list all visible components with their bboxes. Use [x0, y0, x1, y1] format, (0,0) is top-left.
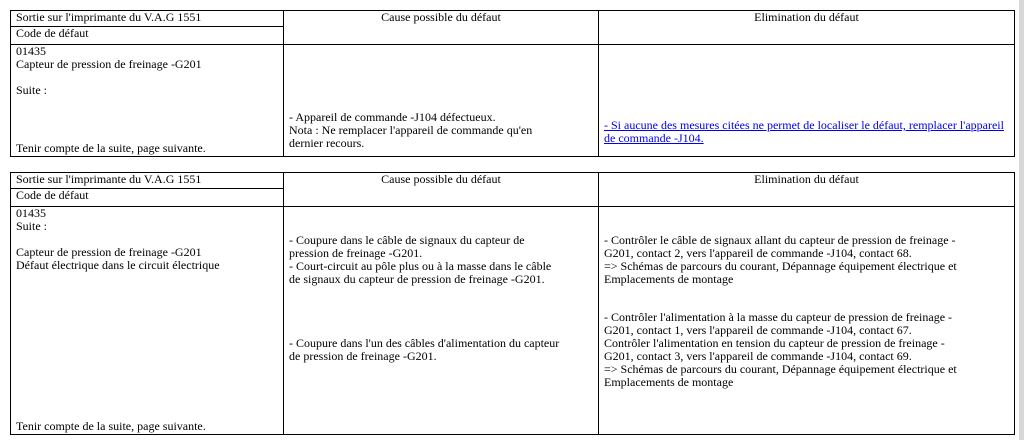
- remedy-cell: [599, 45, 1015, 157]
- continued-label: Suite :: [16, 83, 48, 97]
- continued-note: Tenir compte de la suite, page suivante.: [16, 419, 206, 433]
- fault-component: Capteur de pression de freinage -G201: [16, 245, 202, 259]
- cause-line: pression de freinage -G201.: [289, 246, 423, 260]
- table-header-row: [11, 11, 1015, 27]
- fault-code-cell: [11, 45, 284, 157]
- remedy-line: Emplacements de montage: [604, 272, 734, 286]
- continued-note: Tenir compte de la suite, page suivante.: [16, 141, 206, 155]
- remedy-line: G201, contact 1, vers l'appareil de commande -J104, contact 67.: [604, 323, 912, 337]
- table-header-row: [11, 173, 1015, 189]
- header-fault-code: Code de défaut: [11, 27, 284, 45]
- fault-code-cell: [11, 207, 284, 435]
- spacer-line: [16, 71, 278, 84]
- remedy-line: G201, contact 2, vers l'appareil de commande -J104, contact 68.: [604, 246, 912, 260]
- remedy-line: - Contrôler l'alimentation à la masse du capteur de pression de freinage -: [604, 310, 953, 324]
- remedy-cell: [599, 207, 1015, 435]
- header-printer-output: Sortie sur l'imprimante du V.A.G 1551: [11, 11, 284, 27]
- header-possible-cause: Cause possible du défaut: [284, 173, 599, 207]
- fault-table-1: [10, 10, 1015, 157]
- cause-note-line: dernier recours.: [289, 136, 365, 150]
- remedy-line: Contrôler l'alimentation en tension du capteur de pression de freinage -: [604, 336, 945, 350]
- remedy-line: G201, contact 3, vers l'appareil de commande -J104, contact 69.: [604, 349, 912, 363]
- cause-line: de pression de freinage -G201.: [289, 349, 437, 363]
- header-fault-elimination: Elimination du défaut: [599, 11, 1015, 45]
- fault-code: 01435: [16, 206, 46, 220]
- table-row: [11, 207, 1015, 435]
- cause-cell: [284, 207, 599, 435]
- remedy-link[interactable]: - Si aucune des mesures citées ne permet de localiser le défaut, remplacer l'appareil de commande -J104.: [604, 118, 1004, 145]
- table-row: [11, 45, 1015, 157]
- fault-code: 01435: [16, 44, 46, 58]
- remedy-line: Emplacements de montage: [604, 375, 734, 389]
- cause-line: - Coupure dans l'un des câbles d'alimentation du capteur: [289, 336, 560, 350]
- cause-note-line: Nota : Ne remplacer l'appareil de commande qu'en: [289, 123, 533, 137]
- remedy-line: => Schémas de parcours du courant, Dépannage équipement électrique et: [604, 259, 957, 273]
- cell-spacer: [289, 45, 593, 111]
- cause-cell: [284, 45, 599, 157]
- fault-table-2: [10, 172, 1015, 435]
- cell-spacer: [604, 207, 1009, 234]
- header-fault-elimination: Elimination du défaut: [599, 173, 1015, 207]
- cell-spacer: [604, 286, 1009, 311]
- continued-label: Suite :: [16, 219, 48, 233]
- header-printer-output: Sortie sur l'imprimante du V.A.G 1551: [11, 173, 284, 189]
- cause-line: - Appareil de commande -J104 défectueux.: [289, 110, 496, 124]
- fault-component: Capteur de pression de freinage -G201: [16, 57, 202, 71]
- remedy-line: - Contrôler le câble de signaux allant du capteur de pression de freinage -: [604, 233, 956, 247]
- window-right-border: [1019, 0, 1024, 440]
- fault-description: Défaut électrique dans le circuit électrique: [16, 258, 220, 272]
- cell-spacer: [289, 286, 593, 337]
- header-possible-cause: Cause possible du défaut: [284, 11, 599, 45]
- cause-line: - Court-circuit au pôle plus ou à la masse dans le câble: [289, 259, 552, 273]
- cause-line: de signaux du capteur de pression de freinage -G201.: [289, 272, 545, 286]
- cell-spacer: [289, 207, 593, 234]
- remedy-line: => Schémas de parcours du courant, Dépannage équipement électrique et: [604, 362, 957, 376]
- cause-line: - Coupure dans le câble de signaux du capteur de: [289, 233, 525, 247]
- header-fault-code: Code de défaut: [11, 189, 284, 207]
- cell-spacer: [604, 45, 1009, 119]
